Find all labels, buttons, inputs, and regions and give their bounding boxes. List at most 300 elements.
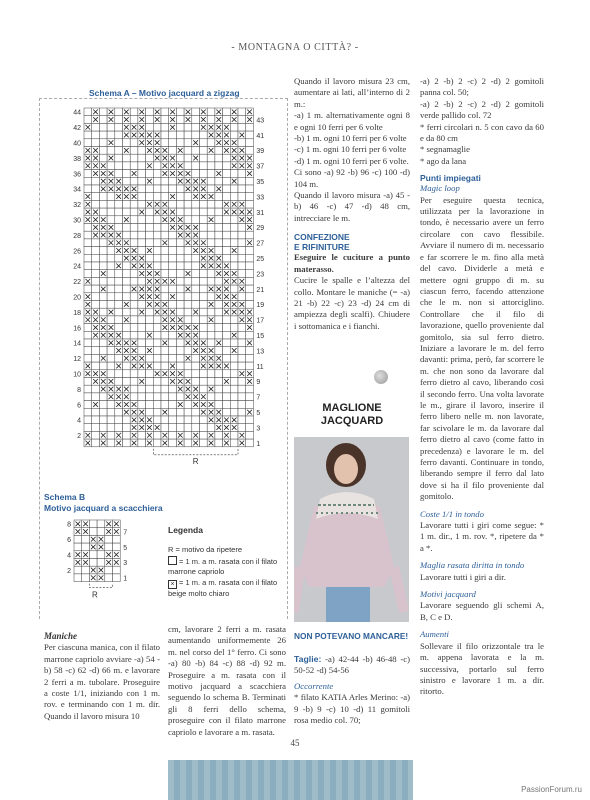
schema-a-cell xyxy=(215,393,223,401)
schema-a-cell xyxy=(107,162,115,170)
schema-a-cell xyxy=(130,324,138,332)
schema-a-cell xyxy=(107,439,115,447)
schema-a-cell xyxy=(115,216,123,224)
schema-a-cell xyxy=(192,362,200,370)
schema-a-cell xyxy=(223,385,231,393)
schema-a-row-label: 14 xyxy=(73,340,81,348)
schema-a-cell xyxy=(215,378,223,386)
schema-a-cell xyxy=(99,239,107,247)
schema-a-row-label: 38 xyxy=(73,155,81,163)
schema-a-cell xyxy=(153,431,161,439)
schema-a-cell xyxy=(215,316,223,324)
schema-a-cell xyxy=(238,123,246,131)
schema-a-cell xyxy=(115,308,123,316)
schema-a-cell xyxy=(169,131,177,139)
schema-a-cell xyxy=(115,285,123,293)
legend xyxy=(168,525,278,600)
schema-a-cell xyxy=(153,439,161,447)
schema-a-cell xyxy=(200,277,208,285)
schema-a-cell xyxy=(238,170,246,178)
schema-a-cell xyxy=(176,408,184,416)
schema-a-cell xyxy=(92,301,100,309)
schema-a-cell xyxy=(153,378,161,386)
schema-a-cell xyxy=(192,293,200,301)
schema-a-row-label: 31 xyxy=(256,209,265,217)
taglie-values: -a) 42-44 -b) 46-48 -c) 50-52 -d) 54-56 xyxy=(294,654,411,676)
schema-a-cell xyxy=(238,293,246,301)
occorrente-heading: Occorrente xyxy=(294,680,334,691)
schema-a-cell xyxy=(192,200,200,208)
schema-a-row-label: 8 xyxy=(77,386,81,394)
schema-a-cell xyxy=(161,254,169,262)
schema-a-cell xyxy=(192,408,200,416)
schema-a-cell xyxy=(123,331,131,339)
schema-a-cell xyxy=(207,293,215,301)
schema-a-cell xyxy=(230,354,238,362)
schema-a-row-label: 25 xyxy=(256,256,265,263)
col3-text-7: Quando il lavoro misura -a) 45 -b) 46 -c) 47 -d) 48 cm, intrecciare le m. xyxy=(294,190,410,223)
schema-a-cell xyxy=(238,231,246,239)
schema-a-cell xyxy=(92,362,100,370)
schema-a-cell xyxy=(130,231,138,239)
schema-a-cell xyxy=(223,216,231,224)
schema-a-cell xyxy=(246,139,254,147)
schema-a-cell xyxy=(200,224,208,232)
schema-a-cell xyxy=(92,131,100,139)
schema-a-cell xyxy=(176,270,184,278)
schema-a-cell xyxy=(192,116,200,124)
schema-a-cell xyxy=(146,116,154,124)
schema-a-cell xyxy=(192,162,200,170)
schema-a-cell xyxy=(192,354,200,362)
schema-b-cell xyxy=(113,535,121,543)
schema-a-cell xyxy=(192,270,200,278)
schema-a-cell xyxy=(130,385,138,393)
schema-a-cell xyxy=(161,393,169,401)
schema-a-cell xyxy=(200,154,208,162)
schema-a-cell xyxy=(192,262,200,270)
schema-a-cell xyxy=(246,424,254,432)
schema-a-cell xyxy=(200,216,208,224)
schema-a-cell xyxy=(138,385,146,393)
schema-a-cell xyxy=(184,424,192,432)
schema-b-title xyxy=(44,492,163,514)
schema-b-row-label: 1 xyxy=(123,575,128,583)
schema-b-cell xyxy=(82,566,90,574)
schema-a-cell xyxy=(146,339,154,347)
schema-a-cell xyxy=(153,339,161,347)
schema-a-cell xyxy=(115,324,123,332)
schema-a-cell xyxy=(123,139,131,147)
schema-a-cell xyxy=(130,208,138,216)
schema-a-cell xyxy=(215,385,223,393)
schema-a-cell xyxy=(84,385,92,393)
schema-a-cell xyxy=(215,216,223,224)
schema-a-cell xyxy=(138,331,146,339)
schema-a-cell xyxy=(130,108,138,116)
schema-a-cell xyxy=(200,231,208,239)
schema-a-cell xyxy=(207,378,215,386)
schema-a-cell xyxy=(146,123,154,131)
schema-a-cell xyxy=(123,208,131,216)
schema-a-row-label: 22 xyxy=(73,279,81,287)
schema-a-cell xyxy=(161,293,169,301)
schema-a-cell xyxy=(153,354,161,362)
schema-a-cell xyxy=(92,293,100,301)
schema-a-cell xyxy=(169,285,177,293)
schema-a-cell xyxy=(138,439,146,447)
title-line-2: JACQUARD xyxy=(320,415,384,427)
schema-a-cell xyxy=(138,316,146,324)
schema-a-cell xyxy=(153,347,161,355)
schema-a-cell xyxy=(184,401,192,409)
schema-a-cell xyxy=(169,331,177,339)
schema-a-cell xyxy=(176,154,184,162)
schema-a-cell xyxy=(84,231,92,239)
schema-a-cell xyxy=(146,408,154,416)
schema-a-cell xyxy=(230,439,238,447)
schema-a-cell xyxy=(230,170,238,178)
schema-a-cell xyxy=(123,200,131,208)
schema-a-cell xyxy=(192,147,200,155)
schema-a-cell xyxy=(84,262,92,270)
schema-a-cell xyxy=(99,401,107,409)
schema-a-cell xyxy=(123,424,131,432)
schema-b-cell xyxy=(74,566,82,574)
schema-a-cell xyxy=(115,162,123,170)
schema-a-row-label: 35 xyxy=(256,179,265,186)
schema-a-cell xyxy=(192,131,200,139)
schema-a-cell xyxy=(238,270,246,278)
schema-a-cell xyxy=(107,285,115,293)
schema-a-cell xyxy=(138,431,146,439)
schema-a-cell xyxy=(200,131,208,139)
schema-a-cell xyxy=(176,123,184,131)
schema-a-cell xyxy=(215,331,223,339)
schema-a-row-label: 34 xyxy=(73,186,81,194)
schema-a-cell xyxy=(146,401,154,409)
schema-a-cell xyxy=(184,408,192,416)
schema-a-cell xyxy=(200,439,208,447)
maniche-body-cont: cm, lavorare 2 ferri a m. rasata aumentando uniformemente 26 m. nel corso del 1° ferro. Ci sono -a) 80 -b) 84 -c) 88 -d) 92 m. Proseguire a m. rasata con il motivo jacquard a scacchiera seguendo lo schema B. Terminati gli 8 ferri dello schema, proseguire con il filato marrone capriolo e lavorare a m. rasata. xyxy=(168,624,286,737)
schema-a-cell xyxy=(99,339,107,347)
schema-a-cell xyxy=(215,154,223,162)
schema-a-cell xyxy=(115,277,123,285)
schema-a-cell xyxy=(107,293,115,301)
schema-a-cell xyxy=(130,316,138,324)
schema-b-cell xyxy=(105,574,113,582)
schema-a-cell xyxy=(153,177,161,185)
schema-a-cell xyxy=(246,177,254,185)
schema-a-cell xyxy=(99,416,107,424)
schema-a-cell xyxy=(184,162,192,170)
schema-a-row-label: 21 xyxy=(256,286,265,294)
confezione-body: Cucire le spalle e l’altezza del collo. Montare le maniche (= -a) 21 -b) 22 -c) 23 -d) 24 cm di ampiezza degli scalfi). Chiudere i sottomanica e i fianchi. xyxy=(294,275,410,331)
schema-a-cell xyxy=(184,131,192,139)
schema-a-cell xyxy=(146,354,154,362)
empty-square-icon xyxy=(168,556,177,565)
schema-a-cell xyxy=(146,224,154,232)
schema-a-cell xyxy=(153,401,161,409)
col3-text-5: -d) 1 m. ogni 10 ferri per 6 volte. xyxy=(294,155,409,166)
schema-a-cell xyxy=(138,231,146,239)
schema-a-cell xyxy=(138,154,146,162)
schema-a-cell xyxy=(161,139,169,147)
schema-a-cell xyxy=(176,277,184,285)
schema-a-cell xyxy=(92,277,100,285)
schema-a-cell xyxy=(215,401,223,409)
schema-a-cell xyxy=(130,224,138,232)
schema-a-cell xyxy=(176,262,184,270)
schema-a-row-label: 16 xyxy=(73,325,81,333)
schema-a-cell xyxy=(215,177,223,185)
col3-text-4: -c) 1 m. ogni 10 ferri per 6 volte xyxy=(294,144,407,155)
schema-a-cell xyxy=(215,208,223,216)
schema-b-cell xyxy=(82,543,90,551)
schema-a-cell xyxy=(200,293,208,301)
schema-a-cell xyxy=(123,439,131,447)
schema-a-cell xyxy=(238,116,246,124)
schema-a-cell xyxy=(84,108,92,116)
schema-a-cell xyxy=(130,239,138,247)
schema-a-cell xyxy=(115,316,123,324)
schema-a-cell xyxy=(192,416,200,424)
schema-a-cell xyxy=(215,308,223,316)
schema-b-row-label: 6 xyxy=(67,537,71,545)
schema-a-cell xyxy=(184,347,192,355)
schema-a-cell xyxy=(176,301,184,309)
schema-a-cell xyxy=(207,339,215,347)
schema-a-cell xyxy=(200,285,208,293)
schema-a-cell xyxy=(138,177,146,185)
schema-a-cell xyxy=(138,277,146,285)
schema-a-cell xyxy=(92,385,100,393)
schema-a-cell xyxy=(92,247,100,255)
schema-a-cell xyxy=(92,270,100,278)
schema-a-cell xyxy=(138,193,146,201)
schema-a-cell xyxy=(230,193,238,201)
schema-a-cell xyxy=(130,200,138,208)
schema-a-cell xyxy=(99,139,107,147)
schema-a-cell xyxy=(115,131,123,139)
schema-a-cell xyxy=(161,131,169,139)
col3-text-6: Ci sono -a) 92 -b) 96 -c) 100 -d) 104 m. xyxy=(294,167,410,189)
schema-a-cell xyxy=(238,354,246,362)
schema-a-cell xyxy=(192,378,200,386)
schema-a-cell xyxy=(215,193,223,201)
schema-a-cell xyxy=(246,231,254,239)
schema-a-cell xyxy=(230,123,238,131)
schema-b-cell xyxy=(89,559,97,567)
schema-a-cell xyxy=(176,193,184,201)
schema-a-cell xyxy=(92,123,100,131)
schema-a-cell xyxy=(223,177,231,185)
legend-item-beige: × = 1 m. a m. rasata con il filato beige molto chiaro xyxy=(168,578,278,598)
schema-a-cell xyxy=(138,370,146,378)
schema-a-cell xyxy=(238,378,246,386)
schema-a-cell xyxy=(153,216,161,224)
schema-a-cell xyxy=(238,424,246,432)
schema-a-cell xyxy=(176,293,184,301)
schema-a-cell xyxy=(161,185,169,193)
schema-a-cell xyxy=(192,170,200,178)
schema-a-cell xyxy=(230,239,238,247)
schema-a-cell xyxy=(92,339,100,347)
schema-a-cell xyxy=(246,385,254,393)
schema-a-cell xyxy=(138,147,146,155)
schema-a-cell xyxy=(84,347,92,355)
schema-a-cell xyxy=(246,285,254,293)
schema-a-cell xyxy=(138,347,146,355)
schema-a-cell xyxy=(84,339,92,347)
aumenti-body: Sollevare il filo orizzontale tra le m. appena lavorata e la m. successiva, portarlo sul ferro sinistro e lavorare 1 m. a dir. ritorto. xyxy=(420,640,544,697)
schema-a-cell xyxy=(130,147,138,155)
schema-a-cell xyxy=(92,239,100,247)
schema-a-cell xyxy=(107,408,115,416)
schema-a-cell xyxy=(99,200,107,208)
aumenti-heading: Aumenti xyxy=(420,629,449,640)
column-3-bottom xyxy=(294,654,410,726)
schema-a-cell xyxy=(200,200,208,208)
schema-a-cell xyxy=(207,185,215,193)
schema-a-cell xyxy=(169,416,177,424)
schema-a-cell xyxy=(92,439,100,447)
schema-a-cell xyxy=(238,177,246,185)
schema-a-cell xyxy=(169,439,177,447)
schema-a-row-label: 32 xyxy=(73,202,81,210)
schema-a-row-label: 39 xyxy=(256,148,265,156)
col4-text-3: * ferri circolari n. 5 con cavo da 60 e da 80 cm xyxy=(420,121,544,144)
schema-a-row-label: 2 xyxy=(77,433,81,441)
schema-a-row-label: 42 xyxy=(73,125,81,133)
schema-a-cell xyxy=(169,185,177,193)
schema-a-cell xyxy=(123,262,131,270)
magic-loop-heading: Magic loop xyxy=(420,183,460,194)
schema-a-cell xyxy=(138,247,146,255)
schema-a-cell xyxy=(230,362,238,370)
schema-a-cell xyxy=(176,131,184,139)
schema-a-cell xyxy=(184,247,192,255)
schema-a-cell xyxy=(99,247,107,255)
schema-a-cell xyxy=(200,324,208,332)
schema-a-cell xyxy=(246,131,254,139)
schema-a-cell xyxy=(215,431,223,439)
schema-b-cell xyxy=(97,520,105,528)
schema-a-cell xyxy=(153,393,161,401)
schema-a-cell xyxy=(215,439,223,447)
schema-a-cell xyxy=(184,216,192,224)
schema-a-row-label: 15 xyxy=(256,333,265,340)
schema-a-cell xyxy=(169,147,177,155)
schema-a-cell xyxy=(84,139,92,147)
schema-b-cell xyxy=(113,543,121,551)
schema-a-cell xyxy=(176,116,184,124)
schema-a-cell xyxy=(153,247,161,255)
schema-a-cell xyxy=(223,401,231,409)
schema-a-cell xyxy=(238,416,246,424)
schema-a-cell xyxy=(169,177,177,185)
schema-a-cell xyxy=(161,331,169,339)
schema-a-cell xyxy=(153,162,161,170)
schema-a-cell xyxy=(238,262,246,270)
schema-a-row-label: 13 xyxy=(256,348,265,356)
schema-a-cell xyxy=(153,331,161,339)
schema-a-cell xyxy=(230,231,238,239)
schema-a-cell xyxy=(115,254,123,262)
schema-a-cell xyxy=(192,216,200,224)
schema-a-cell xyxy=(246,270,254,278)
schema-a-cell xyxy=(153,416,161,424)
schema-a-cell xyxy=(84,401,92,409)
schema-b-cell xyxy=(82,574,90,582)
schema-a-cell xyxy=(161,193,169,201)
schema-a-cell xyxy=(115,424,123,432)
schema-a-cell xyxy=(115,108,123,116)
schema-a-cell xyxy=(200,301,208,309)
schema-a-cell xyxy=(223,224,231,232)
schema-a-cell xyxy=(161,247,169,255)
schema-a-cell xyxy=(184,200,192,208)
schema-a-cell xyxy=(192,277,200,285)
schema-b-repeat-bracket xyxy=(89,584,112,588)
schema-a-cell xyxy=(207,154,215,162)
schema-a-cell xyxy=(107,131,115,139)
schema-a-cell xyxy=(107,200,115,208)
schema-a-cell xyxy=(107,262,115,270)
schema-a-cell xyxy=(238,393,246,401)
schema-a-cell xyxy=(246,200,254,208)
schema-a-cell xyxy=(223,247,231,255)
schema-a-cell xyxy=(146,170,154,178)
schema-a-cell xyxy=(176,285,184,293)
schema-a-cell xyxy=(184,293,192,301)
maglia-heading: Maglia rasata diritta in tondo xyxy=(420,560,525,571)
schema-a-cell xyxy=(238,239,246,247)
schema-a-cell xyxy=(176,362,184,370)
schema-a-cell xyxy=(107,216,115,224)
schema-a-cell xyxy=(207,277,215,285)
schema-a-cell xyxy=(99,116,107,124)
schema-a-cell xyxy=(115,370,123,378)
schema-a-cell xyxy=(223,339,231,347)
schema-a-cell xyxy=(123,162,131,170)
schema-a-cell xyxy=(153,362,161,370)
schema-a-cell xyxy=(169,254,177,262)
schema-a-cell xyxy=(99,347,107,355)
schema-a-cell xyxy=(107,247,115,255)
schema-a-cell xyxy=(107,316,115,324)
col3-text-1: Quando il lavoro misura 23 cm, aumentare ai lati, all’interno di 2 m.: xyxy=(294,76,410,109)
schema-a-cell xyxy=(84,285,92,293)
schema-a-cell xyxy=(184,147,192,155)
schema-a-cell xyxy=(207,308,215,316)
schema-a-cell xyxy=(223,370,231,378)
schema-a-cell xyxy=(130,331,138,339)
schema-a-cell xyxy=(246,401,254,409)
schema-a-cell xyxy=(99,154,107,162)
schema-a-cell xyxy=(238,331,246,339)
schema-a-cell xyxy=(138,339,146,347)
schema-a-cell xyxy=(223,170,231,178)
schema-a-cell xyxy=(192,254,200,262)
col3-text-2: -a) 1 m. alternativamente ogni 8 e ogni 10 ferri per 6 volte xyxy=(294,110,410,132)
schema-a-cell xyxy=(161,401,169,409)
schema-a-row-label: 18 xyxy=(73,309,81,317)
schema-a-cell xyxy=(123,324,131,332)
schema-a-cell xyxy=(123,277,131,285)
schema-a-cell xyxy=(146,108,154,116)
schema-a-cell xyxy=(246,362,254,370)
